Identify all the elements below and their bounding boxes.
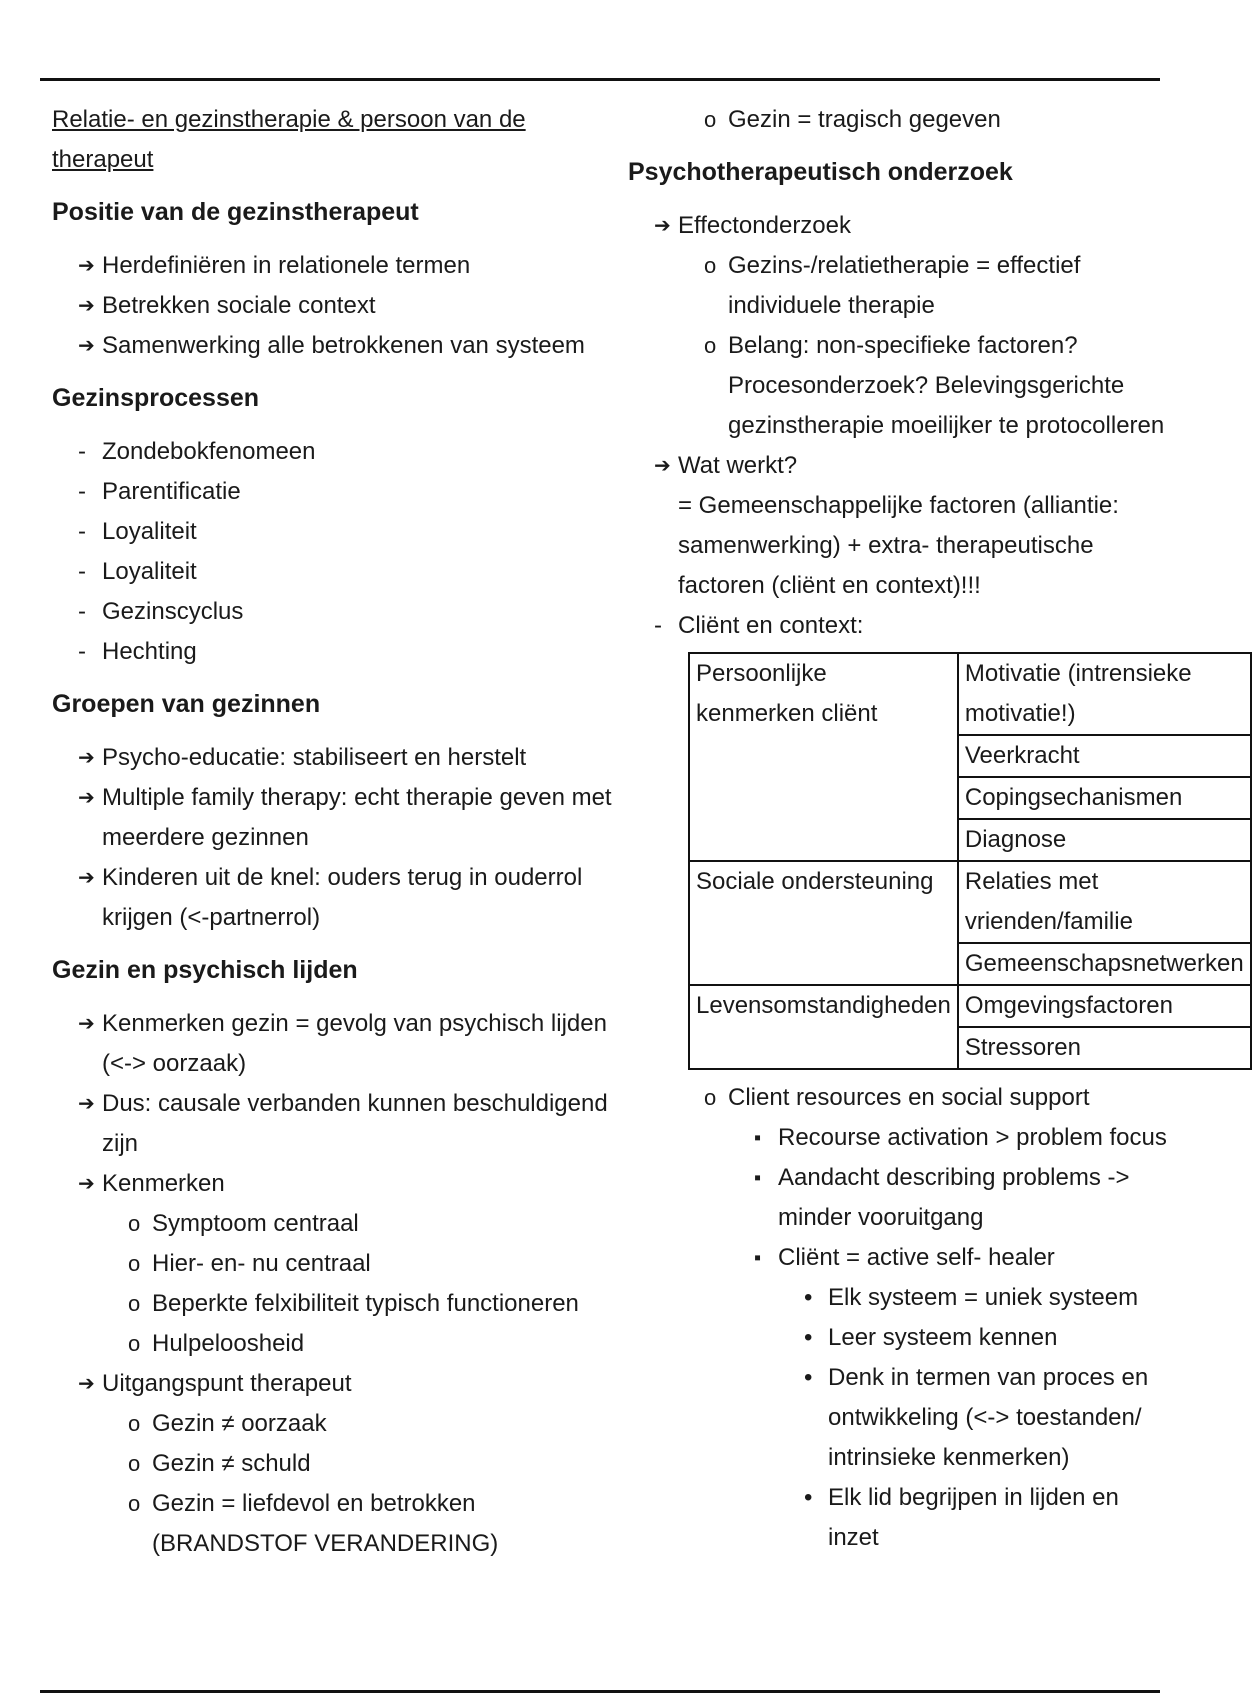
list-item: • Leer systeem kennen <box>778 1318 1168 1358</box>
heading-gezinsprocessen: Gezinsprocessen <box>52 384 260 412</box>
bottom-rule <box>40 1690 1160 1693</box>
list-item: ➔ Multiple family therapy: echt therapie geven met meerdere gezinnen <box>52 778 612 858</box>
uitgangspunt-list <box>52 1364 612 1404</box>
list-item: ➔ Samenwerking alle betrokkenen van systeem <box>52 326 612 366</box>
table-cell-key: Sociale ondersteuning <box>689 861 958 985</box>
table-cell: Veerkracht <box>958 735 1251 777</box>
resources-sublist <box>678 1078 1168 1118</box>
client-context-item: - Cliënt en context: <box>628 606 1168 646</box>
list-item: ➔ Psycho-educatie: stabiliseert en herstelt <box>52 738 612 778</box>
list-item: o Client resources en social support <box>678 1078 1168 1118</box>
left-column <box>52 100 612 1564</box>
list-item: ➔ Uitgangspunt therapeut <box>52 1364 612 1404</box>
list-item: o Hier- en- nu centraal <box>102 1244 612 1284</box>
document-title: Relatie- en gezinstherapie & persoon van de therapeut <box>52 106 526 173</box>
list-item: o Beperkte felxibiliteit typisch functioneren <box>102 1284 612 1324</box>
list-item: ➔ Kinderen uit de knel: ouders terug in ouderrol krijgen (<-partnerrol) <box>52 858 612 938</box>
heading-onderzoek: Psychotherapeutisch onderzoek <box>628 158 1013 186</box>
list-item: ▪ Aandacht describing problems -> minder vooruitgang <box>728 1158 1168 1238</box>
list-item: ➔ Kenmerken gezin = gevolg van psychisch lijden (<-> oorzaak) <box>52 1004 612 1084</box>
list-item: ➔ Betrekken sociale context <box>52 286 612 326</box>
list-item: o Symptoom centraal <box>102 1204 612 1244</box>
table-cell: Stressoren <box>958 1027 1251 1069</box>
gezinsprocessen-list <box>52 432 612 672</box>
list-item: • Elk systeem = uniek systeem <box>778 1278 1168 1318</box>
list-item: ➔ Effectonderzoek <box>628 206 1168 246</box>
client-context-table <box>688 652 1252 1070</box>
psychisch-lijden-list <box>52 1004 612 1204</box>
list-item: ▪ Cliënt = active self- healer <box>728 1238 1168 1278</box>
self-healer-bullet-list <box>778 1278 1168 1558</box>
list-item: o Gezin = liefdevol en betrokken (BRANDSTOF VERANDERING) <box>102 1484 612 1564</box>
table-row <box>689 653 1251 735</box>
wat-werkt-text: = Gemeenschappelijke factoren (alliantie: samenwerking) + extra- therapeutische factoren (cliënt en context)!!! <box>678 492 1119 599</box>
table-row <box>689 861 1251 943</box>
list-item: o Gezin = tragisch gegeven <box>678 100 1168 140</box>
effectonderzoek-sublist <box>678 246 1168 446</box>
table-cell-key: Persoonlijke kenmerken cliënt <box>689 653 958 861</box>
list-item: o Hulpeloosheid <box>102 1324 612 1364</box>
list-item: - Zondebokfenomeen <box>52 432 612 472</box>
top-sublist <box>678 100 1168 140</box>
list-item: ➔ Herdefiniëren in relationele termen <box>52 246 612 286</box>
list-item: • Elk lid begrijpen in lijden en inzet <box>778 1478 1168 1558</box>
list-item: o Gezin ≠ oorzaak <box>102 1404 612 1444</box>
table-cell: Diagnose <box>958 819 1251 861</box>
list-item: - Loyaliteit <box>52 552 612 592</box>
right-column <box>628 100 1244 1558</box>
list-item: ▪ Recourse activation > problem focus <box>728 1118 1168 1158</box>
groepen-list <box>52 738 612 938</box>
table-cell: Omgevingsfactoren <box>958 985 1251 1027</box>
list-item: o Gezins-/relatietherapie = effectief individuele therapie <box>678 246 1168 326</box>
list-item: ➔ Kenmerken <box>52 1164 612 1204</box>
list-item: - Parentificatie <box>52 472 612 512</box>
list-item: ➔ Dus: causale verbanden kunnen beschuldigend zijn <box>52 1084 612 1164</box>
resources-square-list <box>728 1118 1168 1278</box>
onderzoek-list-1 <box>628 206 1168 246</box>
list-item: - Hechting <box>52 632 612 672</box>
list-item: o Belang: non-specifieke factoren? Procesonderzoek? Belevingsgerichte gezinstherapie moeilijker te protocolleren <box>678 326 1168 446</box>
table-cell: Relaties met vrienden/familie <box>958 861 1251 943</box>
list-item: o Gezin ≠ schuld <box>102 1444 612 1484</box>
list-item: • Denk in termen van proces en ontwikkeling (<-> toestanden/ intrinsieke kenmerken) <box>778 1358 1168 1478</box>
heading-psychisch-lijden: Gezin en psychisch lijden <box>52 956 358 984</box>
positie-list <box>52 246 612 366</box>
heading-positie: Positie van de gezinstherapeut <box>52 198 419 226</box>
list-item: ➔ Wat werkt? <box>628 446 1168 486</box>
kenmerken-sublist <box>102 1204 612 1364</box>
list-item: - Gezinscyclus <box>52 592 612 632</box>
table-cell: Motivatie (intrensieke motivatie!) <box>958 653 1251 735</box>
list-item: - Loyaliteit <box>52 512 612 552</box>
table-row <box>689 985 1251 1027</box>
table-cell-key: Levensomstandigheden <box>689 985 958 1069</box>
table-cell: Gemeenschapsnetwerken <box>958 943 1251 985</box>
onderzoek-list-2 <box>628 446 1168 486</box>
top-rule <box>40 78 1160 81</box>
heading-groepen: Groepen van gezinnen <box>52 690 321 718</box>
table-cell: Copingsechanismen <box>958 777 1251 819</box>
uitgangspunt-sublist <box>102 1404 612 1564</box>
